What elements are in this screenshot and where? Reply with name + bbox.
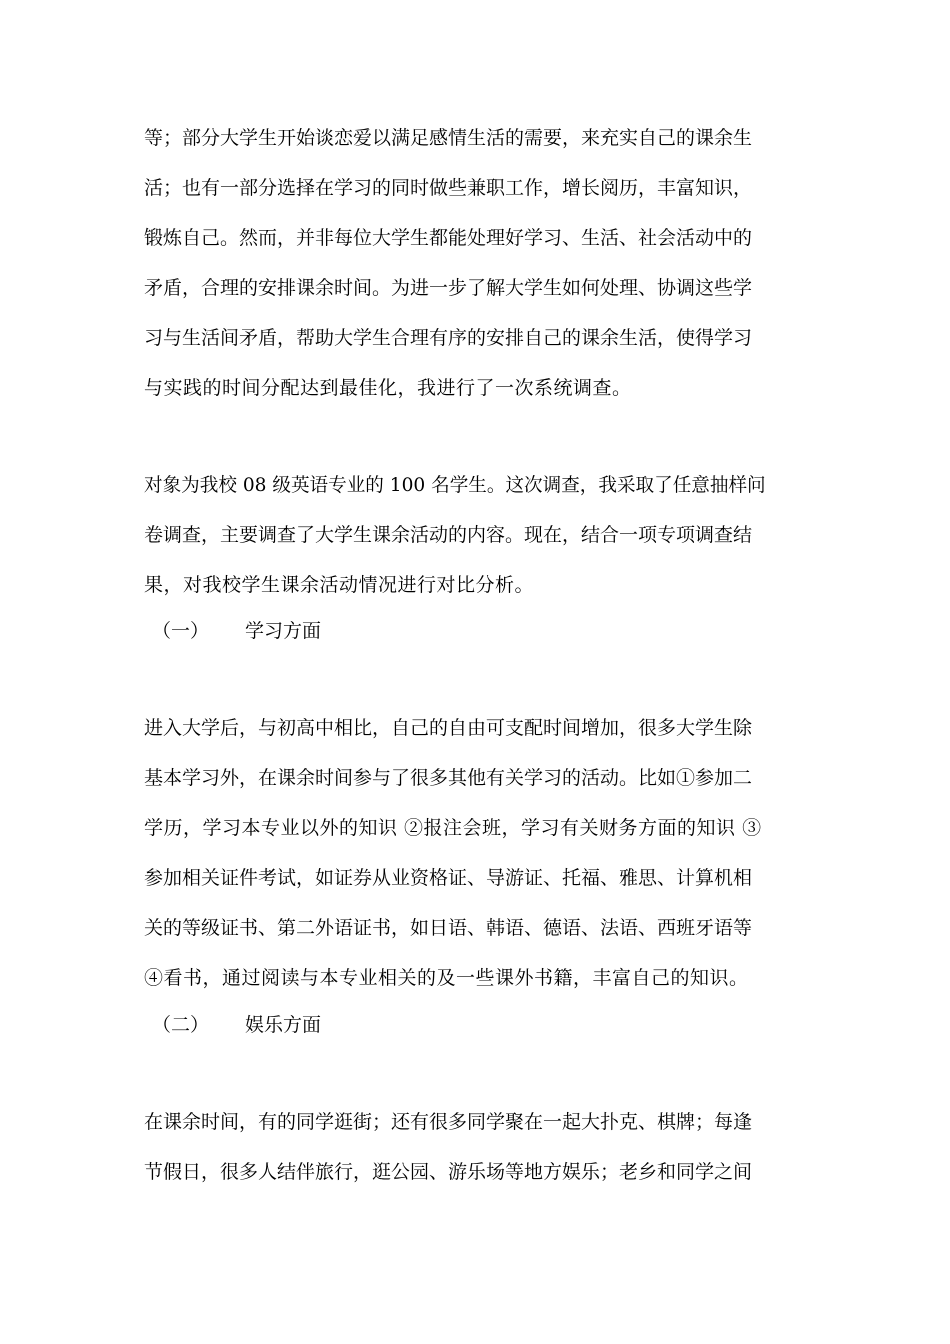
text-line: 对象为我校 08 级英语专业的 100 名学生。这次调查，我采取了任意抽样问 xyxy=(144,474,766,496)
text-line: 习与生活间矛盾，帮助大学生合理有序的安排自己的课余生活，使得学习 xyxy=(144,327,753,349)
text-line: 基本学习外，在课余时间参与了很多其他有关学习的活动。比如①参加二 xyxy=(144,767,753,789)
text-line: 在课余时间，有的同学逛街；还有很多同学聚在一起大扑克、棋牌；每逢 xyxy=(144,1111,753,1133)
text-line: 参加相关证件考试，如证券从业资格证、导游证、托福、雅思、计算机相 xyxy=(144,867,753,889)
text-line: 节假日，很多人结伴旅行，逛公园、游乐场等地方娱乐；老乡和同学之间 xyxy=(144,1161,753,1183)
text-line: ④看书，通过阅读与本专业相关的及一些课外书籍，丰富自己的知识。 xyxy=(144,967,749,989)
text-line: 学历，学习本专业以外的知识 ②报注会班，学习有关财务方面的知识 ③ xyxy=(144,817,762,839)
section-title: 学习方面 xyxy=(245,620,322,642)
text-line: 等；部分大学生开始谈恋爱以满足感情生活的需要，来充实自己的课余生 xyxy=(144,127,753,149)
text-line: 进入大学后，与初高中相比，自己的自由可支配时间增加，很多大学生除 xyxy=(144,717,753,739)
text-line: 卷调查，主要调查了大学生课余活动的内容。现在，结合一项专项调查结 xyxy=(144,524,753,546)
section-number: （二） xyxy=(152,1014,210,1036)
text-line: 活；也有一部分选择在学习的同时做些兼职工作，增长阅历，丰富知识， xyxy=(144,177,753,199)
text-line: 矛盾，合理的安排课余时间。为进一步了解大学生如何处理、协调这些学 xyxy=(144,277,753,299)
text-line: 锻炼自己。然而，并非每位大学生都能处理好学习、生活、社会活动中的 xyxy=(144,227,753,249)
text-line: 关的等级证书、第二外语证书，如日语、韩语、德语、法语、西班牙语等 xyxy=(144,917,753,939)
section-number: （一） xyxy=(152,620,210,642)
section-title: 娱乐方面 xyxy=(245,1014,322,1036)
text-line: 与实践的时间分配达到最佳化，我进行了一次系统调查。 xyxy=(144,377,632,399)
text-line: 果，对我校学生课余活动情况进行对比分析。 xyxy=(144,574,535,596)
